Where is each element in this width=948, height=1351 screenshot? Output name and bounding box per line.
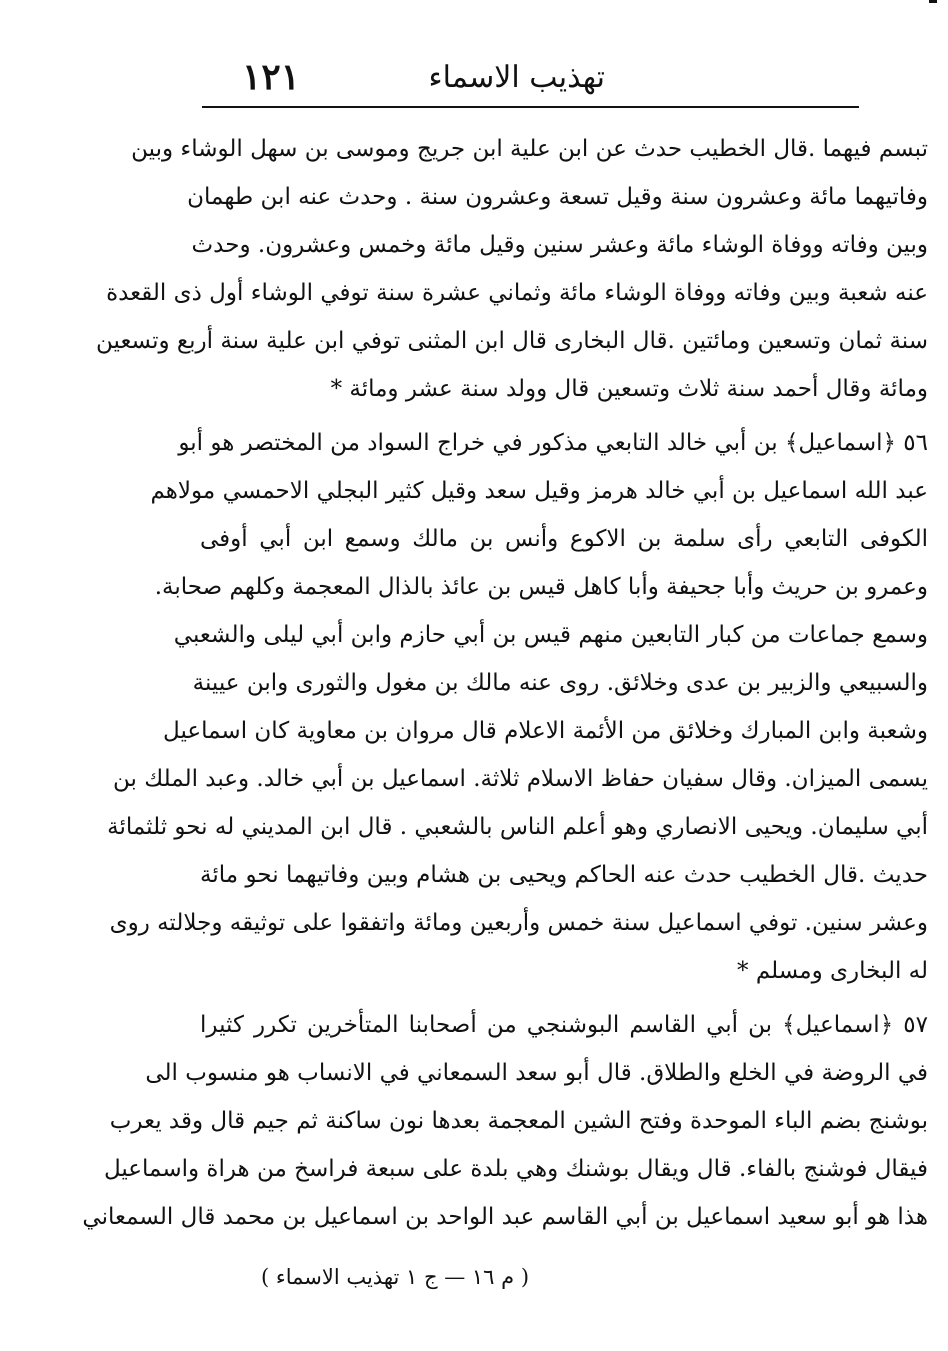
- text-line: وعمرو بن حريث وأبا جحيفة وأبا كاهل قيس بن عائذ بالذال المعجمة وكلهم صحابة.: [154, 574, 928, 600]
- scan-mark: [929, 0, 937, 3]
- text-line: وعشر سنين. توفي اسماعيل سنة خمس وأربعين ومائة واتفقوا على توثيقه وجلالته روى: [109, 910, 928, 936]
- entry-57-start: ٥٧ ﴿اسماعيل﴾ بن أبي القاسم البوشنجي من أصحابنا المتأخرين تكرر كثيرا: [200, 1012, 928, 1038]
- text-line: عنه شعبة وبين وفاته ووفاة الوشاء مائة وثماني عشرة سنة توفي الوشاء أول ذى القعدة: [106, 280, 928, 306]
- text-line: عبد الله اسماعيل بن أبي خالد هرمز وقيل سعد وقيل كثير البجلي الاحمسي مولاهم: [150, 478, 928, 504]
- text-line: وشعبة وابن المبارك وخلائق من الأئمة الاعلام قال مروان بن معاوية كان اسماعيل: [163, 718, 928, 744]
- text-line: سنة ثمان وتسعين ومائتين .قال البخارى قال ابن المثنى توفي ابن علية سنة أربع وتسعين: [96, 328, 928, 354]
- running-header: [200, 52, 860, 106]
- signature-footer: ( م ١٦ — ج ١ تهذيب الاسماء ): [260, 1265, 530, 1289]
- text-line: في الروضة في الخلع والطلاق. قال أبو سعد السمعاني في الانساب هو منسوب الى: [145, 1060, 928, 1086]
- text-line: ومائة وقال أحمد سنة ثلاث وتسعين قال وولد سنة عشر ومائة *: [330, 376, 928, 402]
- text-line: يسمى الميزان. وقال سفيان حفاظ الاسلام ثلاثة. اسماعيل بن أبي خالد. وعبد الملك بن: [113, 766, 928, 792]
- text-line: الكوفى التابعي رأى سلمة بن الاكوع وأنس بن مالك وسمع ابن أبي أوفى: [200, 526, 928, 552]
- text-line: أبي سليمان. ويحيى الانصاري وهو أعلم الناس بالشعبي . قال ابن المديني له نحو ثلثمائة: [107, 814, 928, 840]
- page-number: ١٢١: [242, 56, 301, 98]
- header-title: تهذيب الاسماء: [428, 60, 605, 95]
- text-line: حديث .قال الخطيب حدث عنه الحاكم ويحيى بن هشام وبين وفاتيهما نحو مائة: [200, 862, 928, 888]
- text-line: فيقال فوشنج بالفاء. قال ويقال بوشنك وهي بلدة على سبعة فراسخ من هراة واسماعيل: [103, 1156, 928, 1182]
- text-line: له البخارى ومسلم *: [737, 958, 928, 984]
- text-line: والسبيعي والزبير بن عدى وخلائق. روى عنه مالك بن مغول والثورى وابن عيينة: [192, 670, 928, 696]
- text-line: وبين وفاته ووفاة الوشاء مائة وعشر سنين وقيل مائة وخمس وعشرون. وحدث: [191, 232, 928, 258]
- text-line: بوشنج بضم الباء الموحدة وفتح الشين المعجمة بعدها نون ساكنة ثم جيم قال وقد يعرب: [109, 1108, 928, 1134]
- text-line: وسمع جماعات من كبار التابعين منهم قيس بن أبي حازم وابن أبي ليلى والشعبي: [173, 622, 928, 648]
- entry-56-start: ٥٦ ﴿اسماعيل﴾ بن أبي خالد التابعي مذكور في خراج السواد من المختصر هو أبو: [178, 430, 928, 456]
- body-text: [82, 125, 928, 1241]
- header-divider: [202, 106, 859, 108]
- text-line: هذا هو أبو سعيد اسماعيل بن أبي القاسم عبد الواحد بن اسماعيل بن محمد قال السمعاني: [82, 1204, 928, 1230]
- text-line: تبسم فيهما .قال الخطيب حدث عن ابن علية ابن جريج وموسى بن سهل الوشاء وبين: [131, 136, 928, 162]
- text-line: وفاتيهما مائة وعشرون سنة وقيل تسعة وعشرون سنة . وحدث عنه ابن طهمان: [187, 184, 928, 210]
